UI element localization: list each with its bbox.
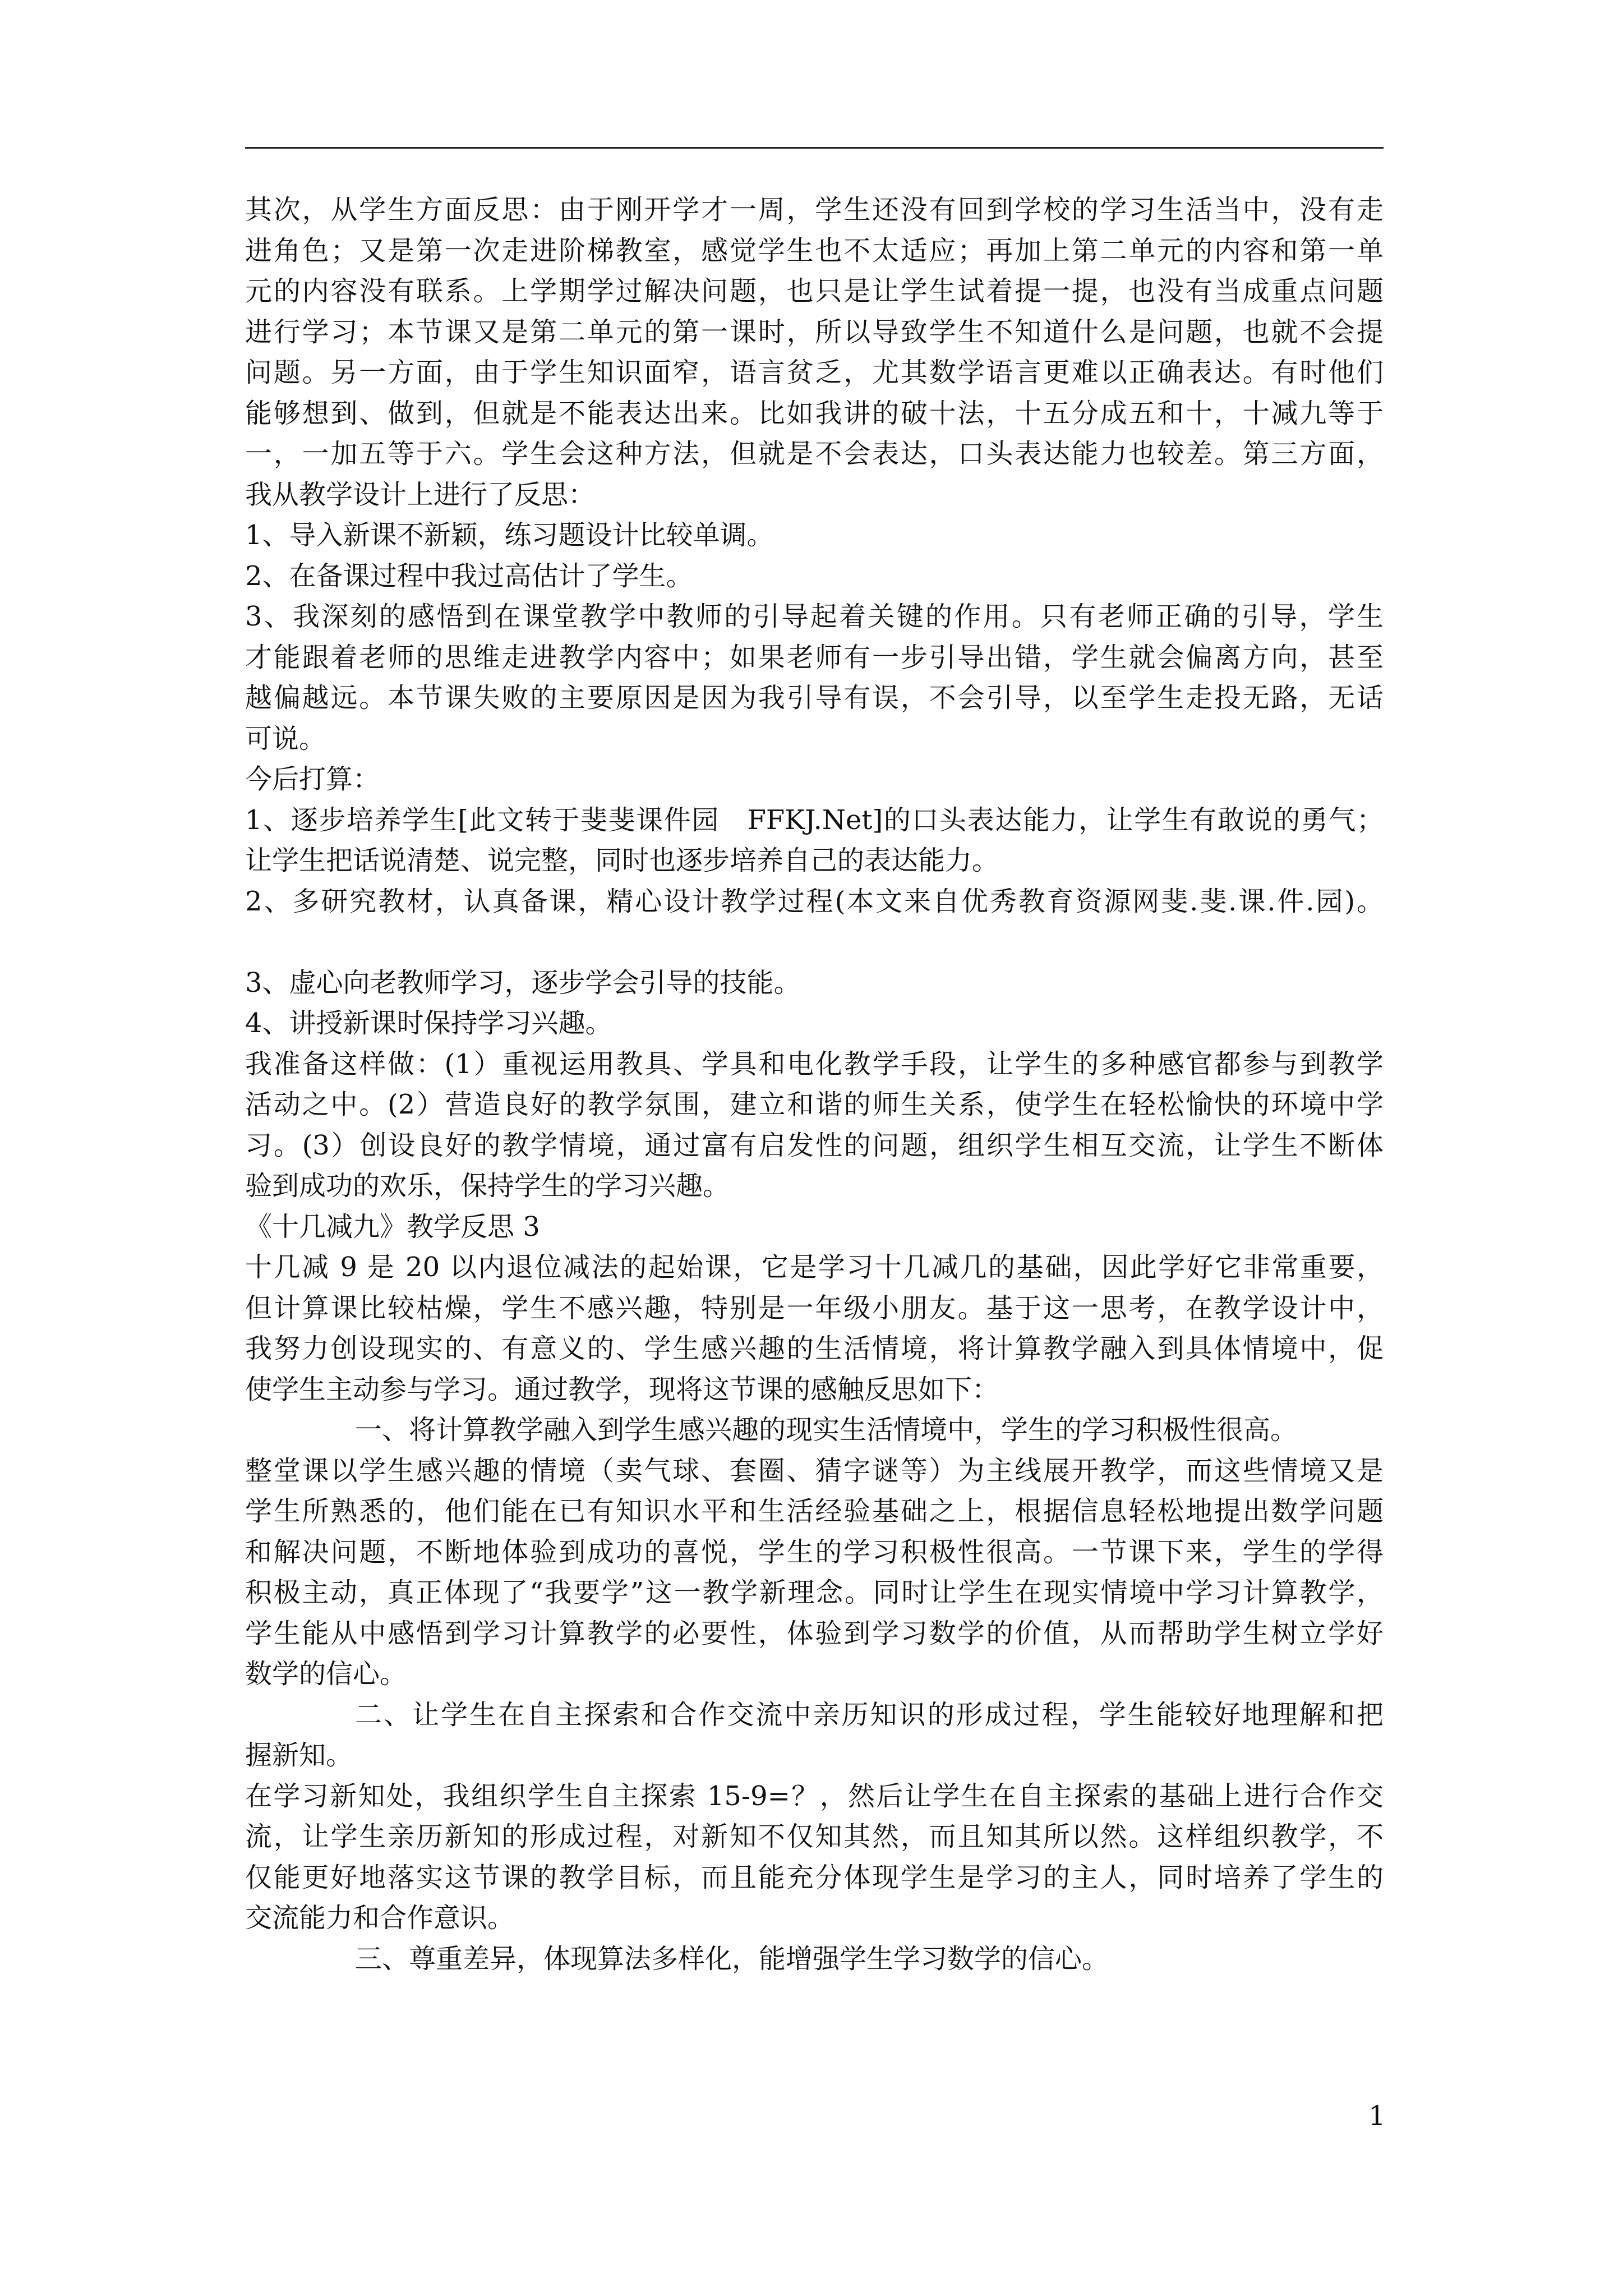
- text-line: 验到成功的欢乐，保持学生的学习兴趣。: [245, 1170, 730, 1202]
- text-line: 问题。另一方面，由于学生知识面窄，语言贫乏，尤其数学语言更难以正确表达。有时他们: [245, 357, 1384, 388]
- text-line: 和解决问题，不断地体验到成功的喜悦，学生的学习积极性很高。一节课下来，学生的学得: [245, 1536, 1384, 1568]
- text-line: 3、虚心向老教师学习，逐步学会引导的技能。: [245, 967, 801, 999]
- text-line: 其次，从学生方面反思：由于刚开学才一周，学生还没有回到学校的学习生活当中，没有走: [245, 194, 1384, 226]
- blank-line: [245, 922, 1384, 963]
- text-line: 元的内容没有联系。上学期学过解决问题，也只是让学生试着提一提，也没有当成重点问题: [245, 275, 1384, 307]
- document-body: [245, 190, 1384, 1979]
- text-line: 我努力创设现实的、有意义的、学生感兴趣的生活情境，将计算教学融入到具体情境中，促: [245, 1333, 1384, 1364]
- text-line: 二、让学生在自主探索和合作交流中亲历知识的形成过程，学生能较好地理解和把: [355, 1699, 1384, 1731]
- text-line: 才能跟着老师的思维走进教学内容中；如果老师有一步引导出错，学生就会偏离方向，甚至: [245, 641, 1384, 673]
- text-line: 我准备这样做：(1）重视运用教具、学具和电化教学手段，让学生的多种感官都参与到教学: [245, 1048, 1384, 1080]
- header-rule: [245, 147, 1384, 149]
- text-line: 可说。: [245, 723, 326, 754]
- page-number: 1: [1368, 2100, 1386, 2132]
- text-line: 仅能更好地落实这节课的教学目标，而且能充分体现学生是学习的主人，同时培养了学生的: [245, 1861, 1384, 1893]
- text-line: 进角色；又是第一次走进阶梯教室，感觉学生也不太适应；再加上第二单元的内容和第一单: [245, 234, 1384, 266]
- text-line: 使学生主动参与学习。通过教学，现将这节课的感触反思如下：: [245, 1373, 999, 1405]
- text-line: 三、尊重差异，体现算法多样化，能增强学生学习数学的信心。: [355, 1943, 1109, 1975]
- text-line: 活动之中。(2）营造良好的教学氛围，建立和谐的师生关系，使学生在轻松愉快的环境中学: [245, 1089, 1384, 1120]
- text-line: 能够想到、做到，但就是不能表达出来。比如我讲的破十法，十五分成五和十，十减九等于: [245, 397, 1384, 429]
- text-line: 我从教学设计上进行了反思：: [245, 478, 596, 510]
- text-line: 1、逐步培养学生[此文转于斐斐课件园 FFKJ.Net]的口头表达能力，让学生有敢说的勇气；: [245, 804, 1384, 836]
- text-line: 在学习新知处，我组织学生自主探索 15-9=？，然后让学生在自主探索的基础上进行合作交: [245, 1780, 1384, 1812]
- text-line: 积极主动，真正体现了“我要学”这一教学新理念。同时让学生在现实情境中学习计算教学，: [245, 1577, 1384, 1608]
- text-line: 交流能力和合作意识。: [245, 1902, 515, 1934]
- text-line: 学生能从中感悟到学习计算教学的必要性，体验到学习数学的价值，从而帮助学生树立学好: [245, 1617, 1384, 1649]
- text-line: 学生所熟悉的，他们能在已有知识水平和生活经验基础之上，根据信息轻松地提出数学问题: [245, 1496, 1384, 1527]
- text-line: 2、在备课过程中我过高估计了学生。: [245, 560, 693, 592]
- text-line: 习。(3）创设良好的教学情境，通过富有启发性的问题，组织学生相互交流，让学生不断体: [245, 1129, 1384, 1161]
- text-line: 2、多研究教材，认真备课，精心设计教学过程(本文来自优秀教育资源网斐.斐.课.件.园)。: [245, 885, 1384, 917]
- text-line: 今后打算：: [245, 763, 380, 795]
- text-line: 1、导入新课不新颖，练习题设计比较单调。: [245, 519, 774, 551]
- text-line: 《十几减九》教学反思 3: [245, 1211, 540, 1243]
- text-line: 数学的信心。: [245, 1658, 407, 1690]
- text-line: 4、讲授新课时保持学习兴趣。: [245, 1007, 612, 1039]
- text-line: 越偏越远。本节课失败的主要原因是因为我引导有误，不会引导，以至学生走投无路，无话: [245, 682, 1384, 714]
- text-line: 进行学习；本节课又是第二单元的第一课时，所以导致学生不知道什么是问题，也就不会提: [245, 316, 1384, 348]
- text-line: 一，一加五等于六。学生会这种方法，但就是不会表达，口头表达能力也较差。第三方面，: [245, 438, 1384, 470]
- text-line: 整堂课以学生感兴趣的情境（卖气球、套圈、猜字谜等）为主线展开教学，而这些情境又是: [245, 1455, 1384, 1487]
- text-line: 流，让学生亲历新知的形成过程，对新知不仅知其然，而且知其所以然。这样组织教学，不: [245, 1821, 1384, 1852]
- text-line: 3、我深刻的感悟到在课堂教学中教师的引导起着关键的作用。只有老师正确的引导，学生: [245, 601, 1384, 632]
- text-line: 但计算课比较枯燥，学生不感兴趣，特别是一年级小朋友。基于这一思考，在教学设计中，: [245, 1292, 1384, 1324]
- text-line: 握新知。: [245, 1740, 353, 1771]
- text-line: 让学生把话说清楚、说完整，同时也逐步培养自己的表达能力。: [245, 845, 999, 876]
- text-line: 一、将计算教学融入到学生感兴趣的现实生活情境中，学生的学习积极性很高。: [355, 1414, 1298, 1446]
- text-line: 十几减 9 是 20 以内退位减法的起始课，它是学习十几减几的基础，因此学好它非常重要，: [245, 1251, 1384, 1283]
